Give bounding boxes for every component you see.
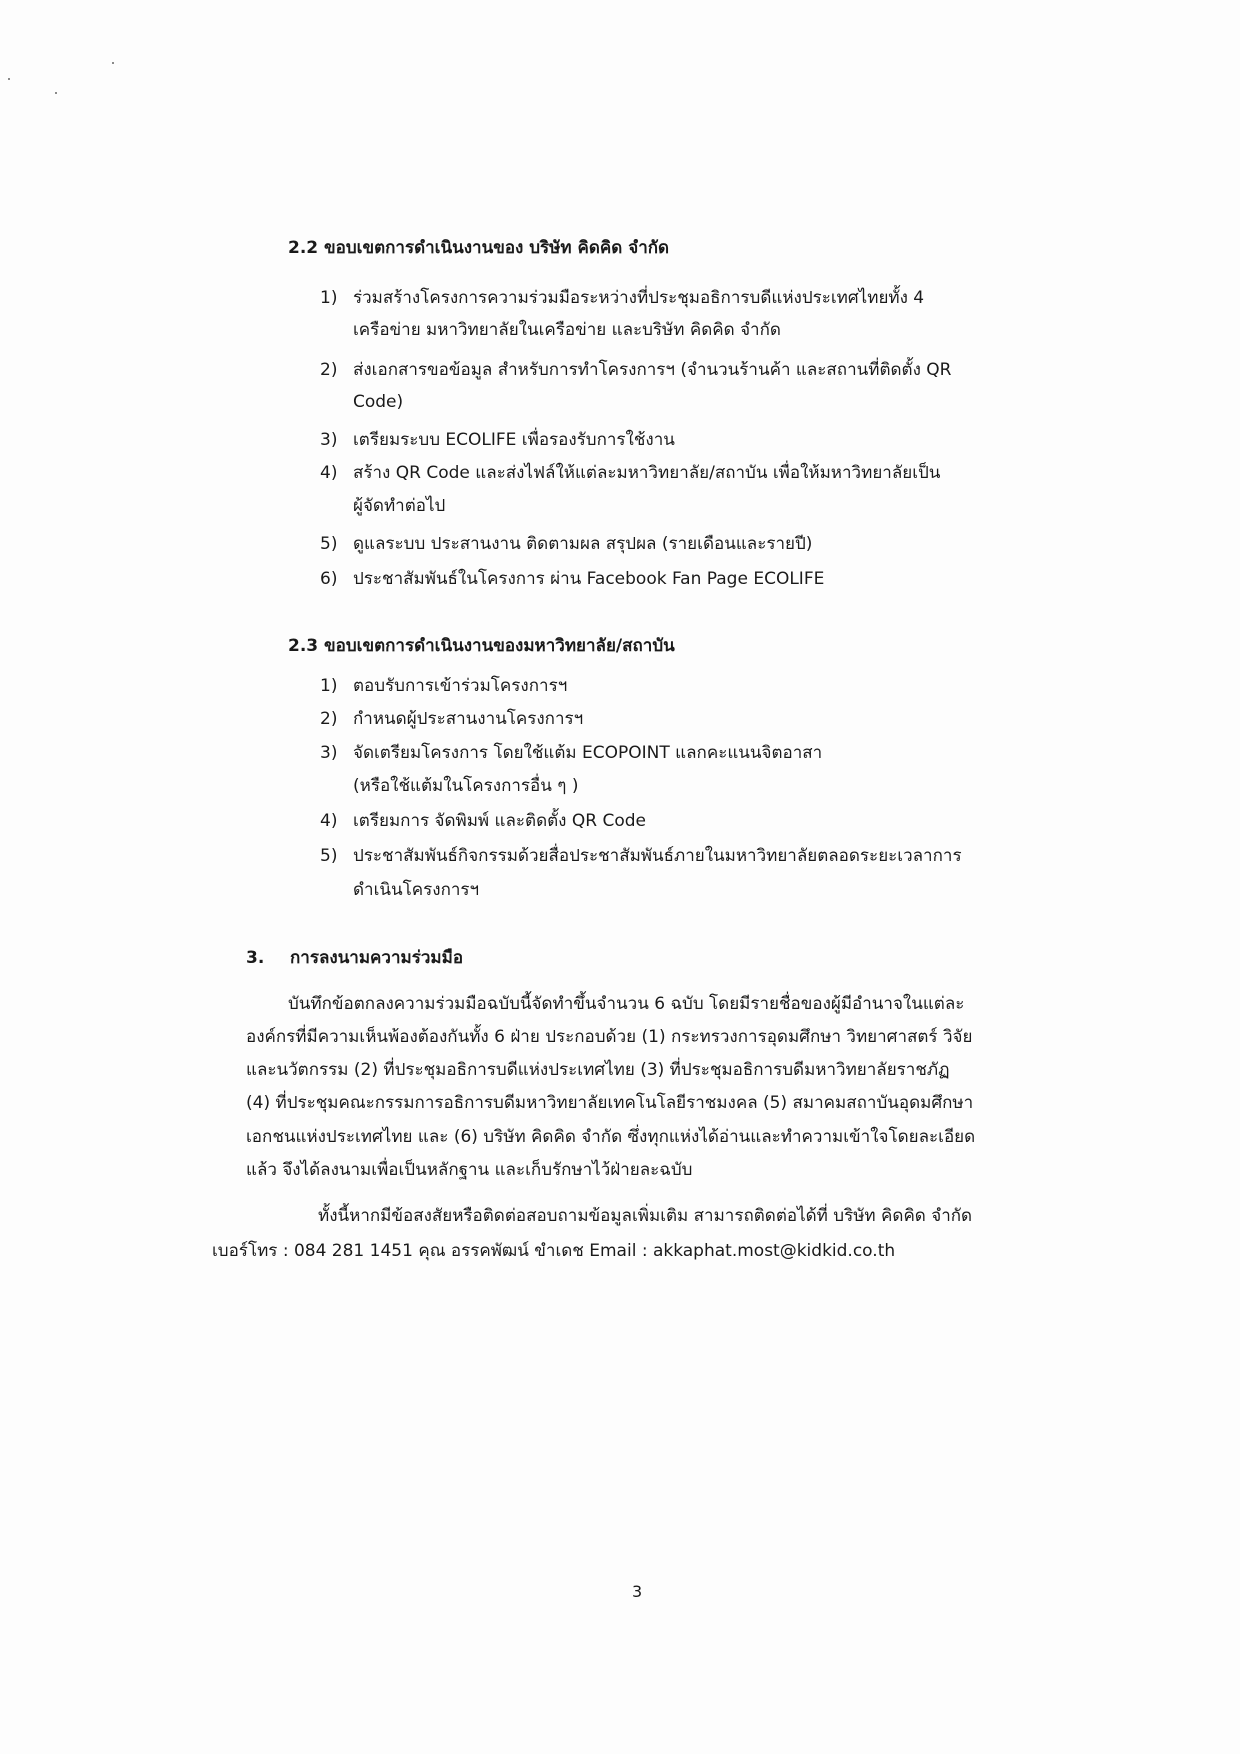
list-item-number: 1)	[320, 288, 338, 308]
list-item-text: ร่วมสร้างโครงการความร่วมมือระหว่างที่ประชุมอธิการบดีแห่งประเทศไทยทั้ง 4	[353, 288, 925, 308]
section-2-3-heading: 2.3 ขอบเขตการดำเนินงานของมหาวิทยาลัย/สถาบัน	[288, 636, 675, 656]
paragraph-line: บันทึกข้อตกลงความร่วมมือฉบับนี้จัดทำขึ้นจำนวน 6 ฉบับ โดยมีรายชื่อของผู้มีอำนาจในแต่ละ	[288, 994, 965, 1014]
list-item-number: 3)	[320, 430, 338, 450]
list-item-text: ประชาสัมพันธ์กิจกรรมด้วยสื่อประชาสัมพันธ์ภายในมหาวิทยาลัยตลอดระยะเวลาการ	[353, 846, 962, 866]
list-item-text: เครือข่าย มหาวิทยาลัยในเครือข่าย และบริษัท คิดคิด จำกัด	[353, 320, 781, 340]
list-item-text: ตอบรับการเข้าร่วมโครงการฯ	[353, 676, 568, 696]
list-item-text: เตรียมระบบ ECOLIFE เพื่อรองรับการใช้งาน	[353, 430, 675, 450]
list-item-text: กำหนดผู้ประสานงานโครงการฯ	[353, 709, 584, 729]
list-item-text: ดูแลระบบ ประสานงาน ติดตามผล สรุปผล (รายเดือนและรายปี)	[353, 534, 813, 554]
list-item-number: 5)	[320, 534, 338, 554]
scan-speck	[112, 62, 114, 64]
paragraph-line: ทั้งนี้หากมีข้อสงสัยหรือติดต่อสอบถามข้อมูลเพิ่มเติม สามารถติดต่อได้ที่ บริษัท คิดคิด จำกัด	[318, 1206, 973, 1226]
page-number: 3	[632, 1582, 643, 1601]
paragraph-line: และนวัตกรรม (2) ที่ประชุมอธิการบดีแห่งประเทศไทย (3) ที่ประชุมอธิการบดีมหาวิทยาลัยราชภัฏ	[246, 1060, 950, 1080]
list-item-number: 4)	[320, 811, 338, 831]
list-item-number: 5)	[320, 846, 338, 866]
list-item-text: ประชาสัมพันธ์ในโครงการ ผ่าน Facebook Fan Page ECOLIFE	[353, 569, 825, 589]
list-item-text: ผู้จัดทำต่อไป	[353, 496, 446, 516]
paragraph-line: เอกชนแห่งประเทศไทย และ (6) บริษัท คิดคิด จำกัด ซึ่งทุกแห่งได้อ่านและทำความเข้าใจโดยละเอียด	[246, 1127, 976, 1147]
list-item-number: 1)	[320, 676, 338, 696]
list-item-number: 4)	[320, 463, 338, 483]
list-item-number: 2)	[320, 360, 338, 380]
scan-speck	[8, 78, 10, 80]
section-3-number: 3.	[246, 948, 265, 968]
scan-speck	[55, 92, 57, 94]
section-2-2-heading: 2.2 ขอบเขตการดำเนินงานของ บริษัท คิดคิด จำกัด	[288, 238, 670, 258]
list-item-text: สร้าง QR Code และส่งไฟล์ให้แต่ละมหาวิทยาลัย/สถาบัน เพื่อให้มหาวิทยาลัยเป็น	[353, 463, 941, 483]
list-item-text: จัดเตรียมโครงการ โดยใช้แต้ม ECOPOINT แลกคะแนนจิตอาสา	[353, 743, 823, 763]
list-item-text: เตรียมการ จัดพิมพ์ และติดตั้ง QR Code	[353, 811, 646, 831]
paragraph-line: (4) ที่ประชุมคณะกรรมการอธิการบดีมหาวิทยาลัยเทคโนโลยีราชมงคล (5) สมาคมสถาบันอุดมศึกษา	[246, 1093, 974, 1113]
paragraph-line: เบอร์โทร : 084 281 1451 คุณ อรรคพัฒน์ ขำเดช Email : akkaphat.most@kidkid.co.th	[212, 1241, 896, 1261]
list-item-text: Code)	[353, 392, 404, 412]
section-3-heading: การลงนามความร่วมมือ	[290, 948, 464, 968]
list-item-number: 3)	[320, 743, 338, 763]
list-item-number: 2)	[320, 709, 338, 729]
list-item-text: ดำเนินโครงการฯ	[353, 880, 480, 900]
paragraph-line: แล้ว จึงได้ลงนามเพื่อเป็นหลักฐาน และเก็บรักษาไว้ฝ่ายละฉบับ	[246, 1160, 693, 1180]
list-item-text: ส่งเอกสารขอข้อมูล สำหรับการทำโครงการฯ (จำนวนร้านค้า และสถานที่ติดตั้ง QR	[353, 360, 952, 380]
list-item-number: 6)	[320, 569, 338, 589]
list-item-text: (หรือใช้แต้มในโครงการอื่น ๆ )	[353, 776, 579, 796]
paragraph-line: องค์กรที่มีความเห็นพ้องต้องกันทั้ง 6 ฝ่าย ประกอบด้วย (1) กระทรวงการอุดมศึกษา วิทยาศาสตร์ วิจัย	[246, 1027, 973, 1047]
